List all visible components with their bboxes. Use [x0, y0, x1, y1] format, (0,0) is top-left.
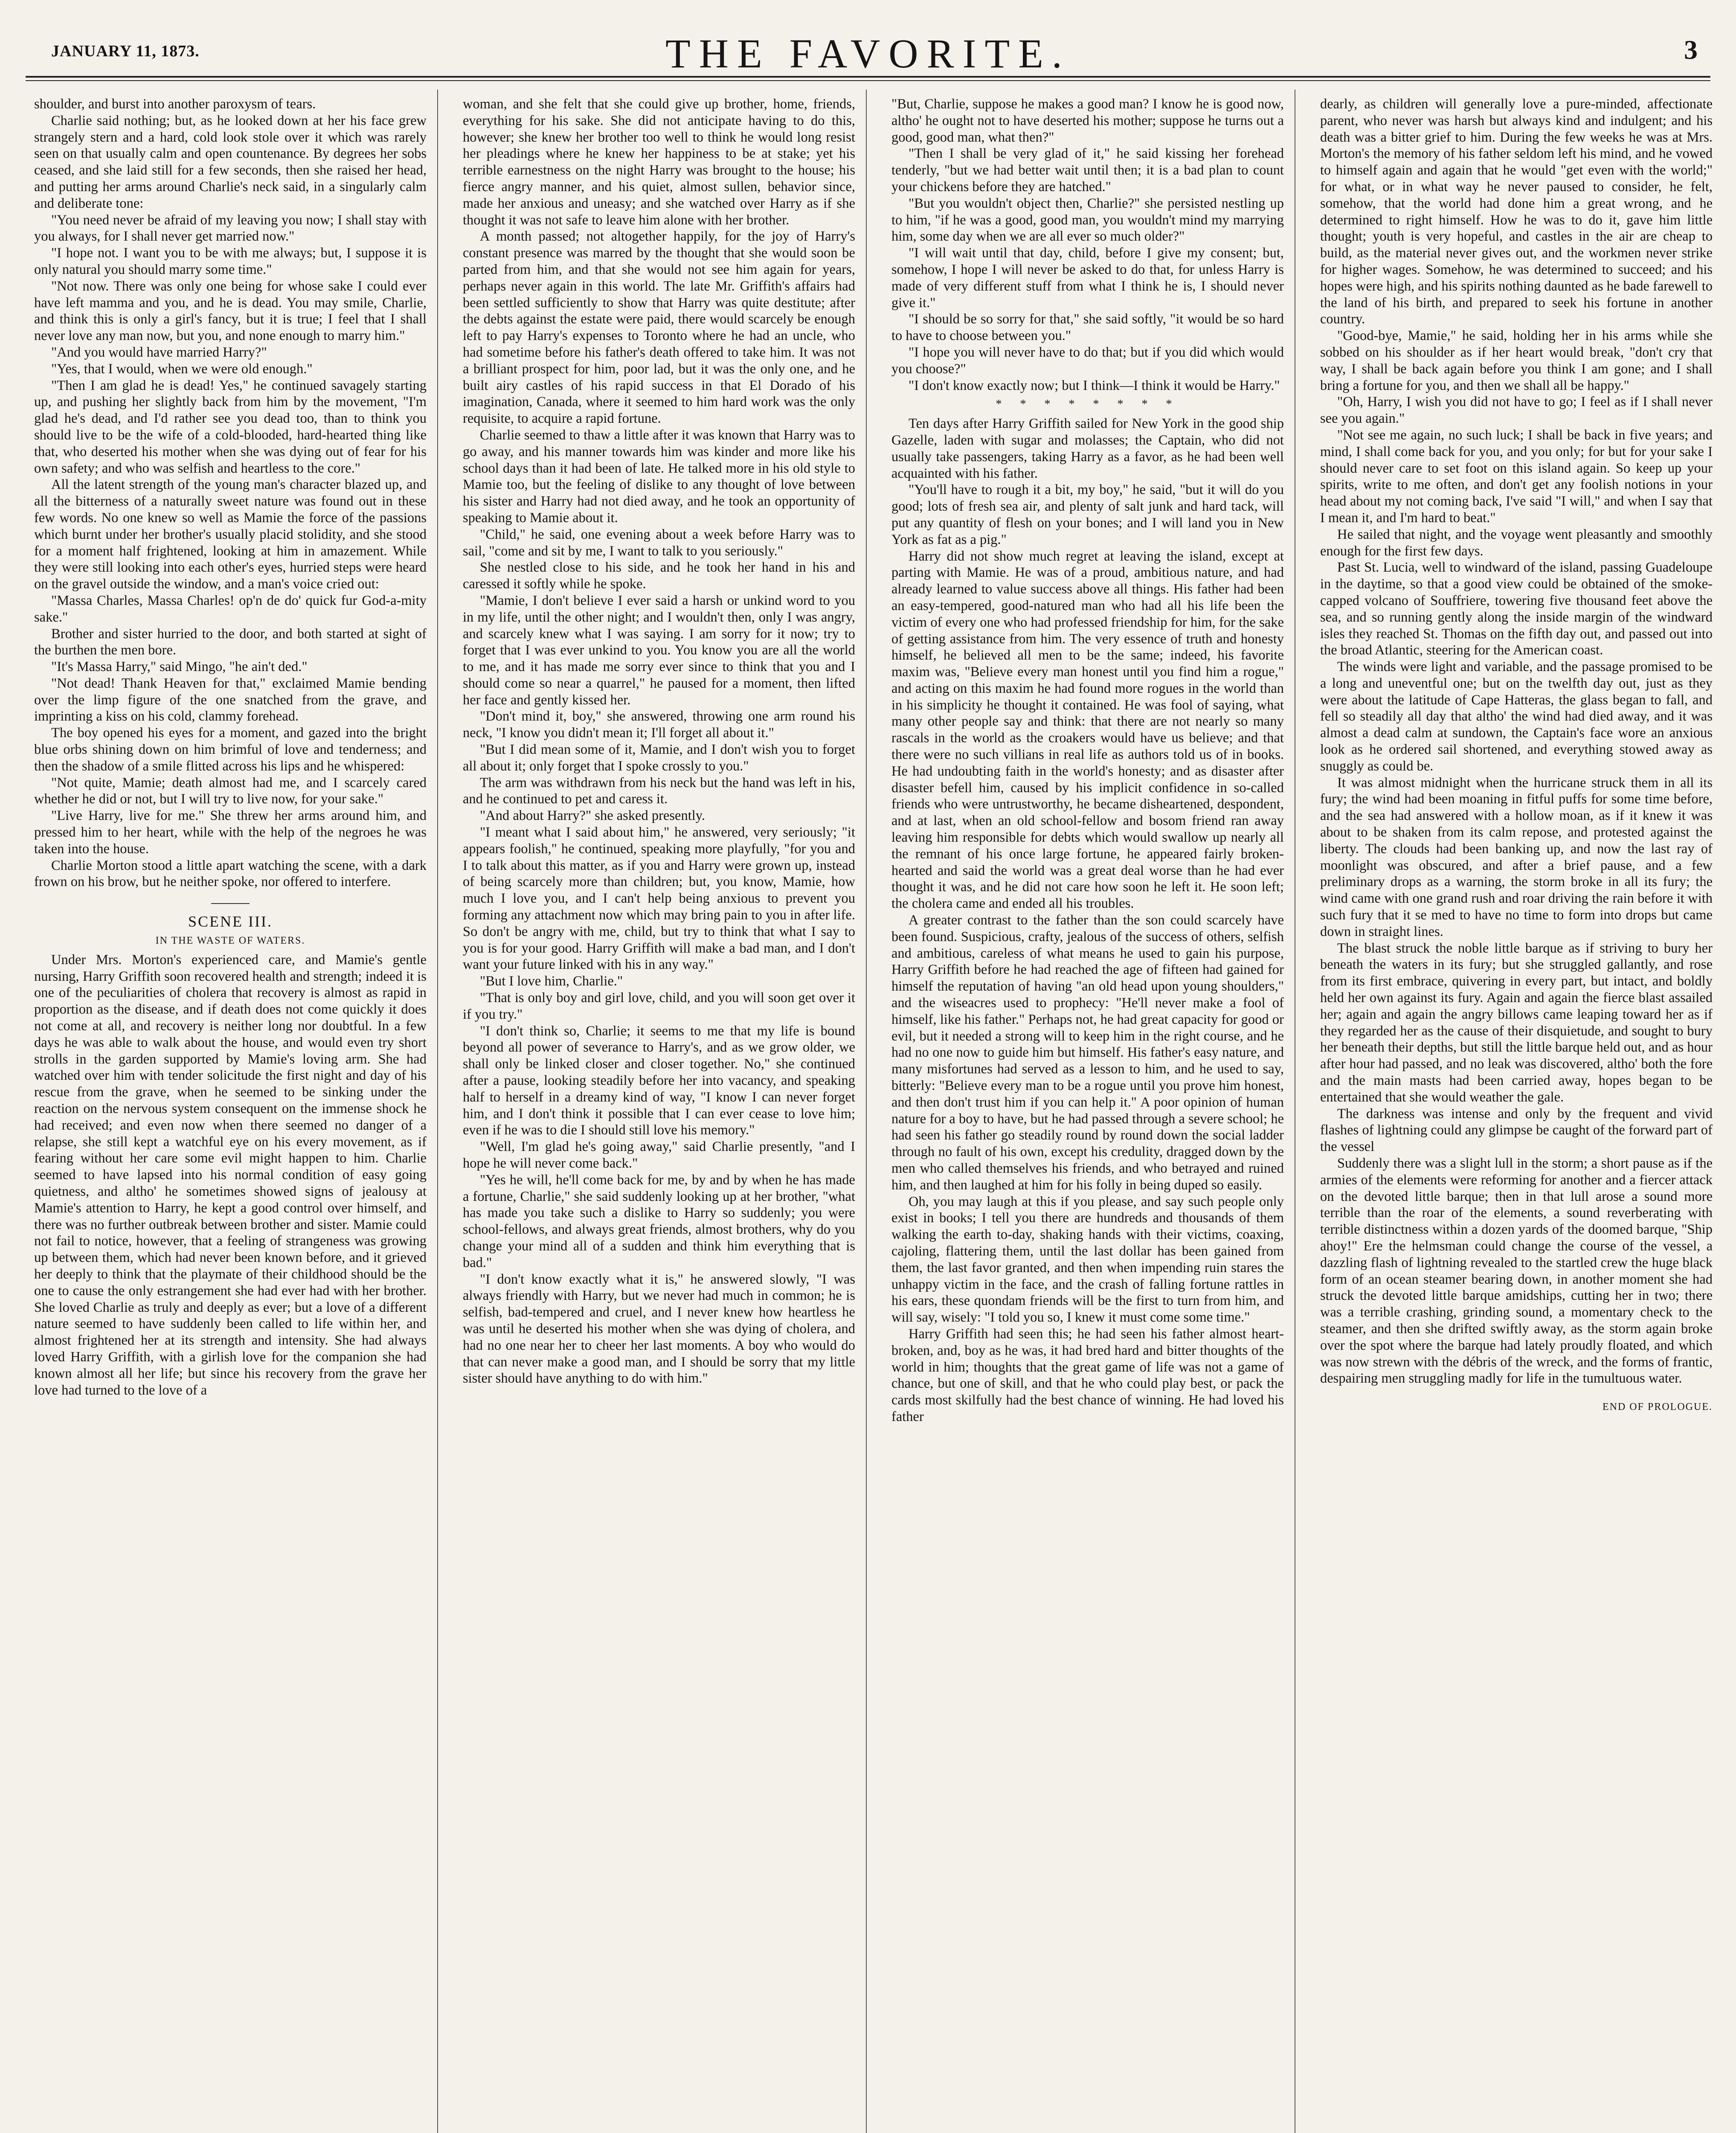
paragraph: "You need never be afraid of my leaving you now; I shall stay with you always, for I shall never get married now."	[34, 212, 427, 244]
paragraph: "Mamie, I don't believe I ever said a harsh or unkind word to you in my life, until the other night; and I wouldn't then, only I was angry, and scarcely knew what I was saying. I am sorry for it now; try to forget that I was ever unkind to you. You know you are all the world to me, and it has made me sorry ever since to think that you and I should come so near a quarrel," he paused for a moment, then lifted her face and gently kissed her.	[463, 593, 855, 708]
paragraph: She nestled close to his side, and he took her hand in his and caressed it softly while he spoke.	[463, 560, 855, 592]
paragraph: "Live Harry, live for me." She threw her arms around him, and pressed him to her heart, while with the help of the negroes he was taken into the house.	[34, 808, 427, 857]
paragraph: "Not quite, Mamie; death almost had me, and I scarcely cared whether he did or not, but I will try to live now, for your sake."	[34, 775, 427, 807]
masthead	[26, 17, 1710, 81]
paragraph: "And you would have married Harry?"	[51, 344, 267, 360]
column-1	[34, 96, 427, 2133]
paragraph: Oh, you may laugh at this if you please, and say such people only exist in books; I tell you there are hundreds and thousands of them walking the earth to-day, shaking hands with their victims, coaxing, cajoling, flattering them, until the last dollar has been gained from them, the last favor granted, and then when impending ruin stares the unhappy victim in the face, and the crash of falling fortune rattles in his ears, these quondam friends will be the first to turn from him, and will say, wisely: "I told you so, I knew it must come some time."	[891, 1194, 1284, 1325]
column-1-paragraphs	[34, 96, 427, 890]
paragraph: A greater contrast to the father than the son could scarcely have been found. Suspicious, crafty, jealous of the success of others, selfish and ambitious, careless of what means he used to gain his purpose, Harry Griffith before he had reached the age of fifteen had gained for himself the reputation of having "an old head upon young shoulders," and the wiseacres used to prophecy: "He'll never make a fool of himself, like his father." Perhaps not, he had great capacity for good or evil, but it needed a strong will to keep him in the right course, and he had no one now to guide him but himself. His father's easy nature, and many misfortunes had served as a lesson to him, and he used to say, bitterly: "Believe every man to be a rogue until you prove him honest, and then don't trust him if you can help it." A poor opinion of human nature for a boy to have, but he had passed through a severe school; he had seen his father go steadily round by round down the social ladder through no fault of his own, except his credulity, dragged down by the men who called themselves his friends, and who betrayed and ruined him, and then laughed at him for his folly in being duped so easily.	[891, 912, 1284, 1193]
paragraph: The boy opened his eyes for a moment, and gazed into the bright blue orbs shining down on him brimful of love and tenderness; and then the shadow of a smile flitted across his lips and he whispered:	[34, 725, 427, 774]
paragraph: "Not now. There was only one being for whose sake I could ever have left mamma and you, and he is dead. You may smile, Charlie, and think this is only a girl's fancy, but it is true; I feel that I shall never love any man now, but you, and none enough to marry him."	[34, 278, 427, 344]
paragraph: "Then I am glad he is dead! Yes," he continued savagely starting up, and pushing her slightly back from him by the movement, "I'm glad he's dead, and I'd rather see you dead too, than to think you should live to be the wife of a cold-blooded, hard-hearted thing like that, who deserted his mother when she was dying out of fear for his own safety; and who was selfish and heartless to the core."	[34, 378, 427, 476]
column-4-paragraphs	[1320, 96, 1713, 1387]
paragraph: "I will wait until that day, child, before I give my consent; but, somehow, I hope I will never be asked to do that, for unless Harry is made of very different stuff from what I think he is, I should never give it."	[891, 245, 1284, 311]
paragraph: Charlie said nothing; but, as he looked down at her his face grew strangely stern and a hard, cold look stole over it which was rarely seen on that usually calm and open countenance. By degrees her sobs ceased, and she laid still for a few seconds, then she raised her head, and putting her arms around Charlie's neck said, in a singularly calm and deliberate tone:	[34, 113, 427, 211]
column-3-paragraphs-2	[891, 416, 1284, 1425]
paragraph: shoulder, and burst into another paroxysm of tears.	[34, 96, 316, 112]
paragraph: "But you wouldn't object then, Charlie?" she persisted nestling up to him, "if he was a good, good man, you wouldn't mind my marrying him, some day when we are all ever so much older?"	[891, 195, 1284, 244]
paragraph: "Not see me again, no such luck; I shall be back in five years; and mind, I shall come back for you, and you only; for but for your sake I should never care to set foot on this island again. So keep up your spirits, write to me often, and don't get any foolish notions in your head about my not coming back, I've said "I will," and when I say that I mean it, and I'm hard to beat."	[1320, 427, 1713, 526]
column-divider	[866, 90, 867, 2133]
paragraph: "Oh, Harry, I wish you did not have to go; I feel as if I shall never see you again."	[1320, 394, 1713, 427]
paragraph: "I don't know exactly what it is," he answered slowly, "I was always friendly with Harry, but we never had much in common; he is selfish, bad-tempered and cruel, and I never knew how heartless he was until he deserted his mother when she was dying of cholera, and had no one near her to cheer her last moments. A boy who would do that can never make a good man, and I should be sorry that my little sister should have anything to do with him."	[463, 1271, 855, 1386]
scene-heading: SCENE III.	[188, 913, 273, 930]
paragraph: It was almost midnight when the hurricane struck them in all its fury; the wind had been moaning in fitful puffs for some time before, and the sea had answered with a hollow moan, as if it knew it was about to be shaken from its calm repose, and protested against the liberty. The clouds had been banking up, and now the last ray of moonlight was obscured, and after a brief pause, and a few preliminary drops as a warning, the storm broke in all its fury; the wind came with one grand rush and roar driving the rain before it with such fury that it se med to have no time to form into drops but came down in straight lines.	[1320, 775, 1713, 939]
paragraph: "Yes he will, he'll come back for me, by and by when he has made a fortune, Charlie," she said suddenly looking up at her brother, "what has made you take such a dislike to Harry so suddenly; you were school-fellows, and always great friends, almost brothers, why do you change your mind all of a sudden and think him everything that is bad."	[463, 1172, 855, 1270]
paragraph: "And about Harry?" she asked presently.	[480, 808, 705, 824]
paragraph: Brother and sister hurried to the door, and both started at sight of the burthen the men bore.	[34, 626, 427, 658]
column-3-paragraphs	[891, 96, 1284, 394]
paragraph: The winds were light and variable, and the passage promised to be a long and uneventful one; but on the twelfth day out, just as they were about the latitude of Cape Hatteras, the glass began to fall, and fell so steadily all day that altho' the wind had died away, and it was almost a dead calm at sundown, the Captain's face wore an anxious look as he ordered sail shortened, and everything stowed away as snuggly as could be.	[1320, 659, 1713, 774]
end-of-prologue: END OF PROLOGUE.	[1602, 1401, 1713, 1413]
paragraph: dearly, as children will generally love a pure-minded, affectionate parent, who never was harsh but always kind and indulgent; and his death was a bitter grief to him. During the few weeks he was at Mrs. Morton's the memory of his father seldom left his mind, and he vowed to himself again and again that he would "get even with the world;" for what, or in what way he never paused to consider, he felt, somehow, that the world had done him a great wrong, and he determined to right himself. How he was to do it, gave him little thought; youth is very hopeful, and castles in the air are cheap to build, as the material never gives out, and the workmen never strike for higher wages. Somehow, he was determined to succeed; and his hopes were high, and his spirits nothing daunted as he bade farewell to the land of his birth, and prepared to seek his fortune in another country.	[1320, 96, 1713, 327]
column-2-paragraphs	[463, 96, 855, 1387]
paragraph: "But I love him, Charlie."	[480, 974, 623, 989]
paragraph: "I don't know exactly now; but I think—I think it would be Harry."	[909, 378, 1280, 393]
paragraph: The arm was withdrawn from his neck but the hand was left in his, and he continued to pet and caress it.	[463, 775, 855, 807]
paragraph: "I hope not. I want you to be with me always; but, I suppose it is only natural you should marry some time."	[34, 245, 427, 277]
paragraph: "I don't think so, Charlie; it seems to me that my life is bound beyond all power of severance to Harry's, and as we grow older, we shall only be linked closer and closer together. No," she continued after a pause, looking steadily before her into vacancy, and speaking half to herself in a dreamy kind of way, "I know I can never forget him, and I don't think it possible that I can ever cease to love him; even if he was to die I should still love his memory."	[463, 1023, 855, 1138]
paragraph: Charlie Morton stood a little apart watching the scene, with a dark frown on his brow, but he neither spoke, nor offered to interfere.	[34, 857, 427, 890]
paragraph: Charlie seemed to thaw a little after it was known that Harry was to go away, and his manner towards him was kinder and more like his school days than it had been of late. He talked more in his old style to Mamie too, but the feeling of dislike to any thought of love between his sister and Harry had not died away, and he took an opportunity of speaking to Mamie about it.	[463, 427, 855, 526]
paragraph: Past St. Lucia, well to windward of the island, passing Guadeloupe in the daytime, so that a good view could be obtained of the smoke-capped volcano of Souffriere, towering five thousand feet above the sea, and so running gently along the inside margin of the windward isles they reached St. Thomas on the fifth day out, and passed out into the broad Atlantic, steering for the American coast.	[1320, 560, 1713, 658]
paragraph: "That is only boy and girl love, child, and you will soon get over it if you try."	[463, 990, 855, 1022]
paragraph: "I meant what I said about him," he answered, very seriously; "it appears foolish," he continued, speaking more playfully, "for you and I to talk about this matter, as if you and Harry were grown up, instead of being scarcely more than children; but, you know, Mamie, how much I love you, and I can't help being anxious to prevent you forming any attachment now which may bring pain to you in after life. So don't be angry with me, child, but try to think that what I say to you is for your good. Harry Griffith will make a bad man, and I don't want your future linked with his in any way."	[463, 825, 855, 973]
paragraph: "Well, I'm glad he's going away," said Charlie presently, "and I hope he will never come back."	[463, 1139, 855, 1171]
paragraph: "But, Charlie, suppose he makes a good man? I know he is good now, altho' he ought not to have deserted his mother; suppose he turns out a good, good man, what then?"	[891, 96, 1284, 145]
newspaper-title: THE FAVORITE.	[665, 31, 1071, 76]
page-number: 3	[1684, 35, 1698, 65]
paragraph: Ten days after Harry Griffith sailed for New York in the good ship Gazelle, laden with sugar and molasses; the Captain, who did not usually take passengers, taking Harry as a favor, as he had been well acquainted with his father.	[891, 416, 1284, 481]
issue-date: JANUARY 11, 1873.	[51, 42, 200, 60]
paragraph: "Not dead! Thank Heaven for that," exclaimed Mamie bending over the limp figure of the one snatched from the grave, and imprinting a kiss on his cold, clammy forehead.	[34, 675, 427, 724]
paragraph: "You'll have to rough it a bit, my boy," he said, "but it will do you good; lots of fresh sea air, and plenty of salt junk and hard tack, will put any quantity of flesh on your bones; and I will land you in New York as fat as a pig."	[891, 482, 1284, 547]
paragraph: "Yes, that I would, when we were old enough."	[51, 361, 313, 377]
paragraph: Suddenly there was a slight lull in the storm; a short pause as if the armies of the elements were reforming for another and a fiercer attack on the devoted little barque; then in that lull arose a sound more terrible than the roar of the elements, a sound reverberating with terrible distinctness within a dozen yards of the doomed barque, "Ship ahoy!" Ere the helmsman could change the course of the vessel, a dazzling flash of lightning revealed to the startled crew the huge black form of an ocean steamer bearing down, in another moment she had struck the devoted little barque amidships, cutting her in two; there was a terrible crashing, grinding sound, a momentary check to the steamer, and then she drifted swiftly away, as the storm again broke over the spot where the barque had lately proudly floated, and which was now strewn with the débris of the wreck, and the forms of frantic, despairing men struggling madly for life in the tumultuous water.	[1320, 1156, 1713, 1386]
paragraph: "I hope you will never have to do that; but if you did which would you choose?"	[891, 344, 1284, 377]
column-4	[1320, 96, 1713, 2133]
paragraph: "Child," he said, one evening about a week before Harry was to sail, "come and sit by me, I want to talk to you seriously."	[463, 526, 855, 559]
paragraph: "I should be so sorry for that," she said softly, "it would be so hard to have to choose between you."	[891, 311, 1284, 344]
column-2	[463, 96, 855, 2133]
scene-subheading: IN THE WASTE OF WATERS.	[155, 935, 305, 947]
paragraph: woman, and she felt that she could give up brother, home, friends, everything for his sake. She did not anticipate having to do this, however; she knew her brother too well to think he would long resist her pleadings where he knew her happiness to be at stake; yet his terrible earnestness on the night Harry was brought to the house; his fierce angry manner, and his quiet, almost sullen, behavior since, made her anxious and uneasy; and she watched over Harry as if she thought it was not safe to leave him alone with her brother.	[463, 96, 855, 228]
section-break-stars: * * * * * * * *	[996, 398, 1180, 411]
column-divider	[437, 90, 438, 2133]
paragraph: Under Mrs. Morton's experienced care, and Mamie's gentle nursing, Harry Griffith soon recovered health and strength; indeed it is one of the peculiarities of cholera that recovery is almost as rapid in proportion as the disease, and if death does not come quickly it does not come at all, and recovery is neither long nor doubtful. In a few days he was able to walk about the house, and would even try short strolls in the garden supported by Mamie's loving arm. She had watched over him with tender solicitude the first night and day of his rescue from the grave, when he seemed to be sinking under the reaction on the nervous system consequent on the immense shock he had received; and even now when there seemed no danger of a relapse, she still kept a watchful eye on his every movement, as if fearing without her care some evil might happen to him. Charlie seemed to have lapsed into his normal condition of easy going quietness, and altho' he sometimes showed signs of jealousy at Mamie's attention to Harry, he kept a good control over himself, and there was no further outbreak between brother and sister. Mamie could not fail to notice, however, that a feeling of strangeness was growing up between them, which had never been known before, and it grieved her deeply to think that the playmate of their childhood should be the one to cause the only estrangement she had ever had with her brother. She loved Charlie as truly and deeply as ever; but a love of a different nature seemed to have suddenly been called to life within her, and almost frightened her at its strength and intensity. She had always loved Harry Griffith, with a girlish love for the companion she had known almost all her life; but since his recovery from the grave her love had turned to the love of a	[34, 952, 427, 1398]
paragraph: "Don't mind it, boy," she answered, throwing one arm round his neck, "I know you didn't mean it; I'll forget all about it."	[463, 709, 855, 741]
paragraph: "But I did mean some of it, Mamie, and I don't wish you to forget all about it; only forget that I spoke crossly to you."	[463, 742, 855, 774]
paragraph: "It's Massa Harry," said Mingo, "he ain't ded."	[51, 659, 308, 675]
paragraph: A month passed; not altogether happily, for the joy of Harry's constant presence was marred by the thought that she would soon be parted from him, and that she would not see him again for years, perhaps never again in this world. The late Mr. Griffith's affairs had been settled sufficiently to show that Harry was quite destitute; after the debts against the estate were paid, there would scarcely be enough left to pay Harry's expenses to Toronto where he had an uncle, who had sometime before his father's death offered to take him. It was not a brilliant prospect for him, poor lad, but it was the only one, and he built airy castles of his rapid success in that El Dorado of his imagination, Canada, where it seemed to him hard work was the only requisite, to acquire a rapid fortune.	[463, 229, 855, 427]
paragraph: "Massa Charles, Massa Charles! op'n de do' quick fur God-a-mity sake."	[34, 593, 427, 625]
paragraph: "Then I shall be very glad of it," he said kissing her forehead tenderly, "but we had better wait until then; it is a bad plan to count your chickens before they are hatched."	[891, 146, 1284, 195]
paragraph: "Good-bye, Mamie," he said, holding her in his arms while she sobbed on his shoulder as if her heart would break, "don't cry that way, I shall be back again before you think I am gone; and I shall bring a fortune for you, and then we shall all be happy."	[1320, 328, 1713, 393]
paragraph: He sailed that night, and the voyage went pleasantly and smoothly enough for the first few days.	[1320, 526, 1713, 559]
paragraph: The blast struck the noble little barque as if striving to bury her beneath the waters in its fury; but she struggled gallantly, and rose from its first embrace, quivering in every part, but intact, and boldly held her own against its fury. Again and again the fierce blast assailed her; again and again the angry billows came leaping toward her as if they regarded her as the cause of their disquietude, and sought to bury her beneath their depths, but still the little barque held out, and as hour after hour had passed, and no leak was discovered, altho' both the fore and the main masts had been carried away, hopes began to be entertained that she would weather the gale.	[1320, 940, 1713, 1105]
paragraph: Harry did not show much regret at leaving the island, except at parting with Mamie. He was of a proud, ambitious nature, and had already learned to value success above all things. His father had been an easy-tempered, good-natured man who had all his life been the victim of every one who had professed friendship for him, for the sake of getting assistance from him. The very essence of truth and honesty himself, he believed all men to be the same; indeed, his favorite maxim was, "Believe every man honest until you find him a rogue," and acting on this maxim he had found more rogues in the world than in his simplicity he thought it contained. He was fool of saying, what many other people say and think: that there are not nearly so many rascals in the world as the croakers would have us believe; and that there were no such villians in real life as authors told us of in books. He had undoubting faith in the world's honesty; and as disaster after disaster befell him, caused by his implicit confidence in so-called friends who were untrustworthy, he became disheartened, despondent, and at last, when an old school-fellow and bosom friend ran away leaving him responsible for debts which would swallow up nearly all the remnant of his once large fortune, he appeared fairly broken-hearted and said the world was a great deal worse than he had ever thought it was, and he did not care how soon he left it. He soon left; the cholera came and ended all his troubles.	[891, 548, 1284, 912]
column-1-paragraphs-2	[34, 952, 427, 1399]
masthead-rule	[26, 76, 1710, 81]
paragraph: Harry Griffith had seen this; he had seen his father almost heart-broken, and, boy as he was, it had bred hard and bitter thoughts of the world in him; thoughts that the great game of life was not a game of chance, but one of skill, and that he who could play best, or pack the cards most skilfully had the best chance of winning. He had loved his father	[891, 1326, 1284, 1424]
paragraph: All the latent strength of the young man's character blazed up, and all the bitterness of a naturally sweet nature was found out in these few words. No one knew so well as Mamie the force of the passions which burnt under her brother's usually placid stolidity, and she stood for a moment half frightened, looking at him in amazement. While they were still looking into each other's eyes, hurried steps were heard on the gravel outside the window, and a man's voice cried out:	[34, 477, 427, 592]
column-3	[891, 96, 1284, 2133]
paragraph: The darkness was intense and only by the frequent and vivid flashes of lightning could any glimpse be caught of the forward part of the vessel	[1320, 1106, 1713, 1155]
section-rule	[211, 903, 250, 904]
